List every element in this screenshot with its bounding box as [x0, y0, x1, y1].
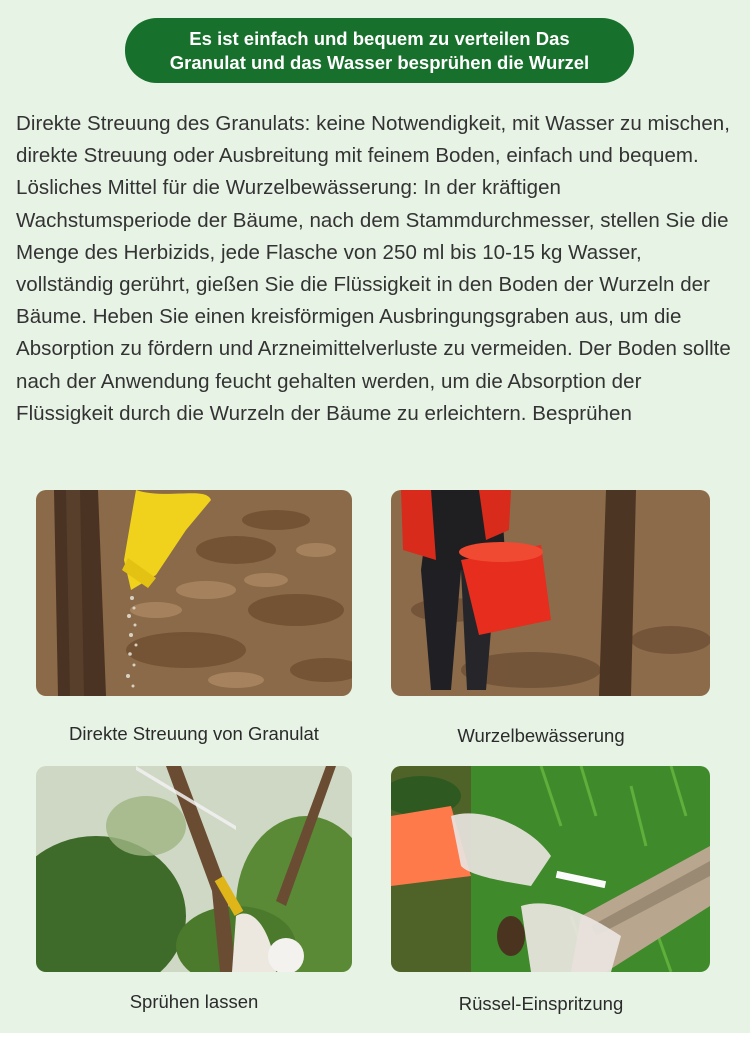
- headline-banner: Es ist einfach und bequem zu verteilen Das Granulat und das Wasser besprühen die Wurzel: [125, 18, 634, 83]
- photo-spraying: [36, 766, 352, 972]
- photo-trunk-injection: [391, 766, 710, 972]
- usage-description: Direkte Streuung des Granulats: keine Notwendigkeit, mit Wasser zu mischen, direkte Streuung oder Ausbreitung mit feinem Boden, einfach und bequem. Lösliches Mittel für die Wurzelbewässerung: In der kräftigen Wachstumsperiode der Bäume, nach dem Stammdurchmesser, stellen Sie die Menge des Herbizids, jede Flasche von 250 ml bis 10-15 kg Wasser, vollständig gerührt, gießen Sie die Flüssigkeit in den Boden der Wurzeln der Bäume. Heben Sie einen kreisförmigen Ausbringungsgraben aus, um die Absorption zu fördern und Arzneimittelverluste zu vermeiden. Der Boden sollte nach der Anwendung feucht gehalten werden, um die Absorption der Flüssigkeit durch die Wurzeln der Bäume zu erleichtern. Besprühen: [16, 112, 731, 425]
- caption-root-irrigation: Wurzelbewässerung: [457, 725, 625, 746]
- caption-spraying: Sprühen lassen: [129, 991, 259, 1012]
- photo-granule-scattering: [36, 490, 352, 696]
- caption-granule-scattering: Direkte Streuung von Granulat: [69, 723, 319, 744]
- caption-trunk-injection: Rüssel-Einspritzung: [458, 993, 624, 1014]
- photo-root-irrigation: [391, 490, 710, 696]
